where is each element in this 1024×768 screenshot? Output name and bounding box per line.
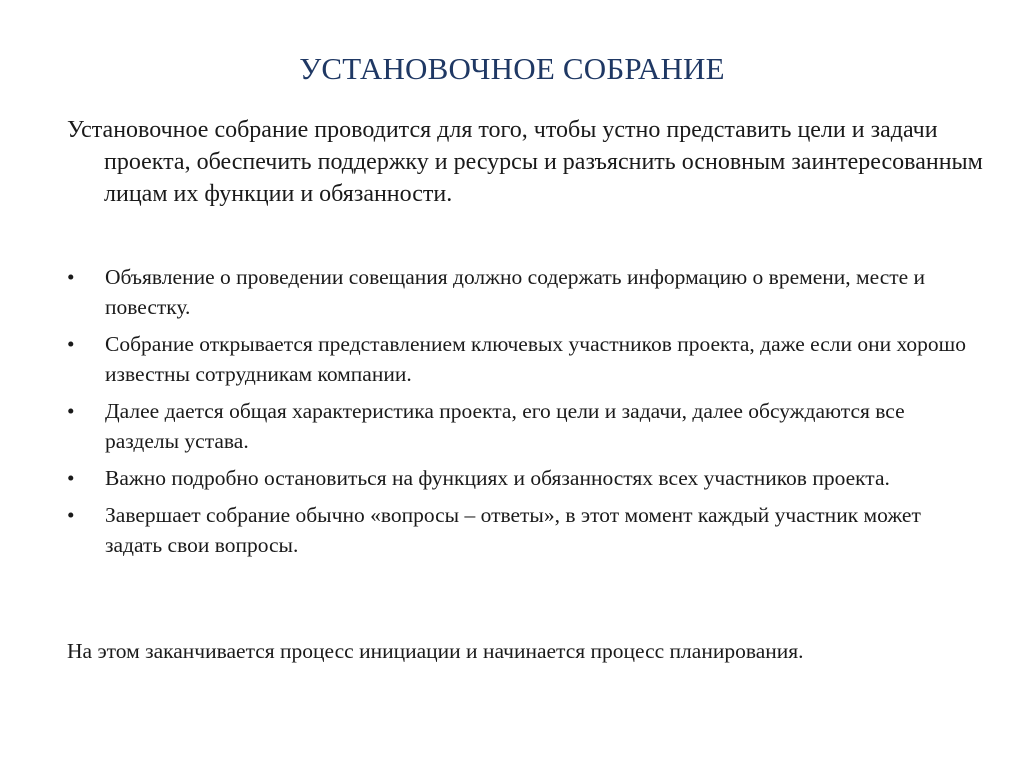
bullet-item	[67, 500, 967, 560]
intro-paragraph: Установочное собрание проводится для того, чтобы устно представить цели и задачи проекта, обеспечить поддержку и ресурсы и разъяснить основным заинтересованным лицам их функции и обязанности.	[67, 117, 983, 207]
bullet-item	[67, 396, 967, 456]
bullet-list	[67, 262, 967, 567]
bullet-icon: •	[67, 399, 75, 423]
bullet-icon: •	[67, 503, 75, 527]
bullet-text: Объявление о проведении совещания должно содержать информацию о времени, месте и повестку.	[105, 265, 926, 319]
bullet-icon: •	[67, 332, 75, 356]
bullet-item	[67, 329, 967, 389]
bullet-icon: •	[67, 265, 75, 289]
bullet-text: Важно подробно остановиться на функциях и обязанностях всех участников проекта.	[105, 466, 890, 490]
bullet-icon: •	[67, 466, 75, 490]
bullet-text: Далее дается общая характеристика проекта, его цели и задачи, далее обсуждаются все разделы устава.	[105, 399, 905, 453]
bullet-text: Завершает собрание обычно «вопросы – ответы», в этот момент каждый участник может задать свои вопросы.	[105, 503, 921, 557]
bullet-text: Собрание открывается представлением ключевых участников проекта, даже если они хорошо известны сотрудникам компании.	[105, 332, 966, 386]
bullet-item	[67, 463, 967, 493]
conclusion-paragraph: На этом заканчивается процесс инициации и начинается процесс планирования.	[67, 639, 804, 663]
bullet-item	[67, 262, 967, 322]
slide-title: УСТАНОВОЧНОЕ СОБРАНИЕ	[299, 51, 725, 86]
